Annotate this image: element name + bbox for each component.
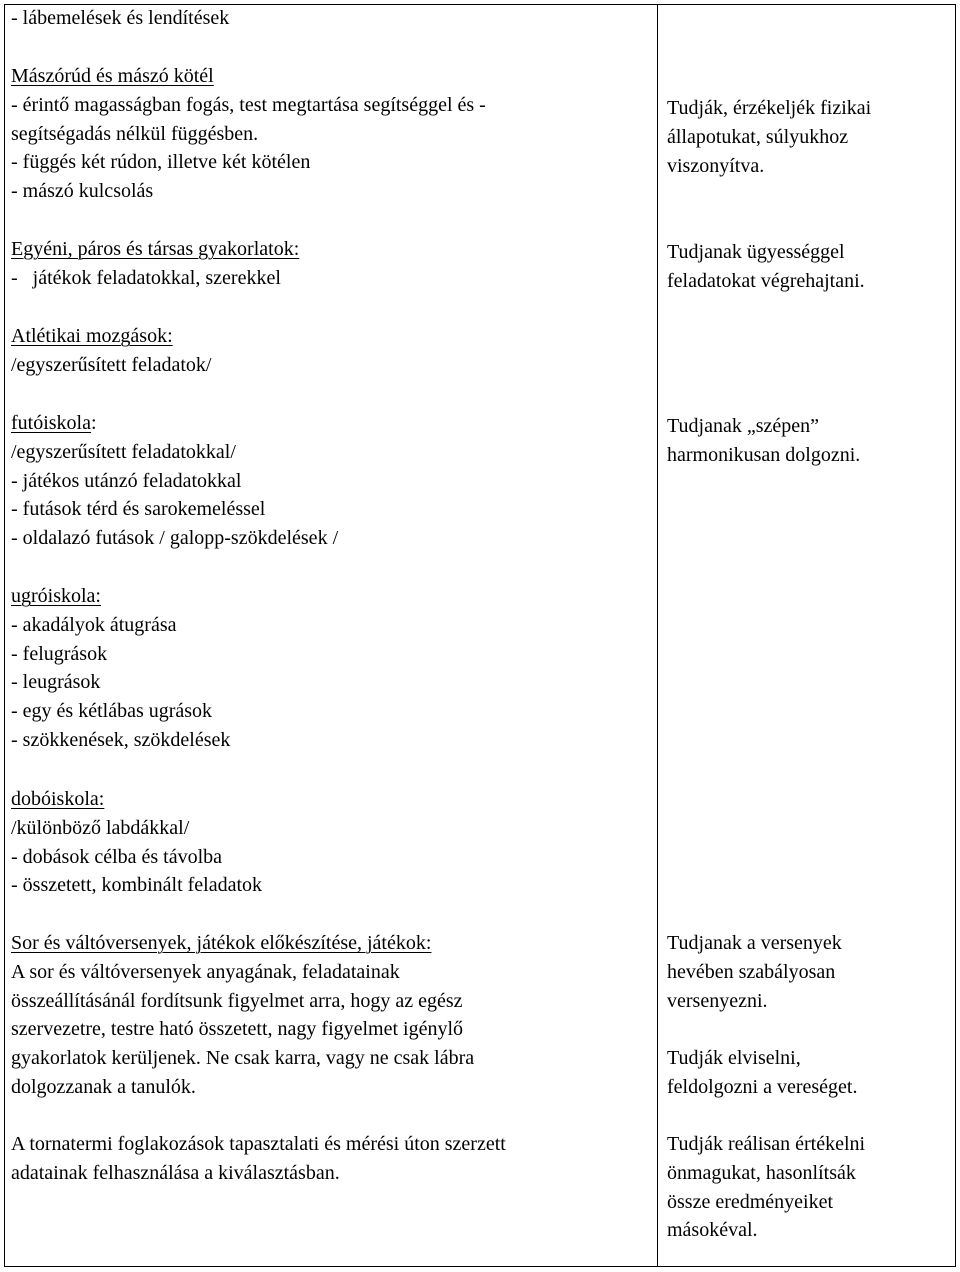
text-line: /egyszerűsített feladatok/ — [11, 353, 212, 376]
text-line: /egyszerűsített feladatokkal/ — [11, 440, 236, 463]
text-line: viszonyítva. — [667, 154, 765, 177]
gym-selection-block — [11, 1130, 506, 1188]
text-line: - lábemelések és lendítések — [11, 7, 230, 29]
text-line: - futások térd és sarokemeléssel — [11, 498, 266, 521]
section-heading-line — [11, 409, 338, 438]
section-heading: futóiskola — [11, 412, 91, 434]
goal-self-evaluation — [667, 1130, 865, 1245]
text-line: össze eredményeiket — [667, 1190, 834, 1213]
text-line: A tornatermi foglakozások tapasztalati és mérési úton szerzett — [11, 1133, 506, 1155]
text-line: állapotukat, súlyukhoz — [667, 125, 849, 148]
text-line: Tudják elviselni, — [667, 1047, 801, 1069]
goal-dexterity — [667, 238, 865, 296]
text-line: - dobások célba és távolba — [11, 845, 223, 868]
text-line: Tudják reálisan értékelni — [667, 1133, 866, 1155]
text-line: /különböző labdákkal/ — [11, 816, 190, 839]
text-line: Tudjanak „szépen” — [667, 415, 819, 437]
athletics-block — [11, 322, 211, 380]
section-heading: Egyéni, páros és társas gyakorlatok: — [11, 238, 300, 260]
text-line: versenyezni. — [667, 989, 768, 1012]
text-line: - játékos utánzó feladatokkal — [11, 469, 242, 492]
section-heading: Sor és váltóversenyek, játékok előkészítése, játékok: — [11, 932, 432, 954]
text-line: - összetett, kombinált feladatok — [11, 874, 263, 897]
text-line: - felugrások — [11, 642, 108, 665]
text-line: összeállításánál fordítsunk figyelmet arra, hogy az egész — [11, 989, 463, 1012]
goal-defeat — [667, 1044, 857, 1102]
text-line: adatainak felhasználása a kiválasztásban. — [11, 1161, 340, 1184]
text-line: másokéval. — [667, 1219, 758, 1242]
text-line: harmonikusan dolgozni. — [667, 443, 861, 466]
climbing-block — [11, 62, 486, 206]
text-line: - leugrások — [11, 671, 101, 694]
text-line: dolgozzanak a tanulók. — [11, 1075, 196, 1098]
section-heading: Atlétikai mozgások: — [11, 325, 173, 347]
text-line: gyakorlatok kerüljenek. Ne csak karra, vagy ne csak lábra — [11, 1047, 475, 1070]
text-line: Tudjanak a versenyek — [667, 932, 842, 954]
group-exercises-block — [11, 235, 299, 293]
text-line: - szökkenések, szökdelések — [11, 728, 231, 751]
text-line: szervezetre, testre ható összetett, nagy figyelmet igénylő — [11, 1018, 464, 1041]
running-school-block — [11, 409, 338, 553]
goal-harmony — [667, 412, 860, 470]
goal-competition — [667, 929, 842, 1015]
text-line: - egy és kétlábas ugrások — [11, 700, 213, 723]
text-line: hevében szabályosan — [667, 960, 836, 983]
text-line: Tudják, érzékeljék fizikai — [667, 97, 872, 119]
text-line: - függés két rúdon, illetve két kötélen — [11, 151, 311, 174]
goal-physical-condition — [667, 94, 871, 180]
relay-games-block — [11, 929, 474, 1102]
column-divider — [657, 4, 658, 1267]
heading-suffix: : — [91, 412, 97, 434]
text-line: segítségadás nélkül függésben. — [11, 122, 259, 145]
jumping-school-block — [11, 582, 230, 755]
text-line: Tudjanak ügyességgel — [667, 241, 845, 263]
text-line: feladatokat végrehajtani. — [667, 269, 865, 292]
throwing-school-block — [11, 785, 262, 900]
text-line: önmagukat, hasonlítsák — [667, 1161, 856, 1184]
text-line: - akadályok átugrása — [11, 613, 177, 636]
text-line: - érintő magasságban fogás, test megtartása segítséggel és - — [11, 93, 486, 116]
section-heading: ugróiskola: — [11, 585, 101, 607]
text-line: A sor és váltóversenyek anyagának, feladatainak — [11, 960, 400, 983]
section-heading: Mászórúd és mászó kötél — [11, 65, 214, 87]
text-line: - oldalazó futások / galopp-szökdelések / — [11, 527, 339, 550]
text-line: - játékok feladatokkal, szerekkel — [11, 266, 281, 289]
leg-exercises-block — [11, 4, 229, 33]
section-heading: dobóiskola: — [11, 788, 105, 810]
text-line: feldolgozni a vereséget. — [667, 1075, 858, 1098]
text-line: - mászó kulcsolás — [11, 180, 154, 203]
